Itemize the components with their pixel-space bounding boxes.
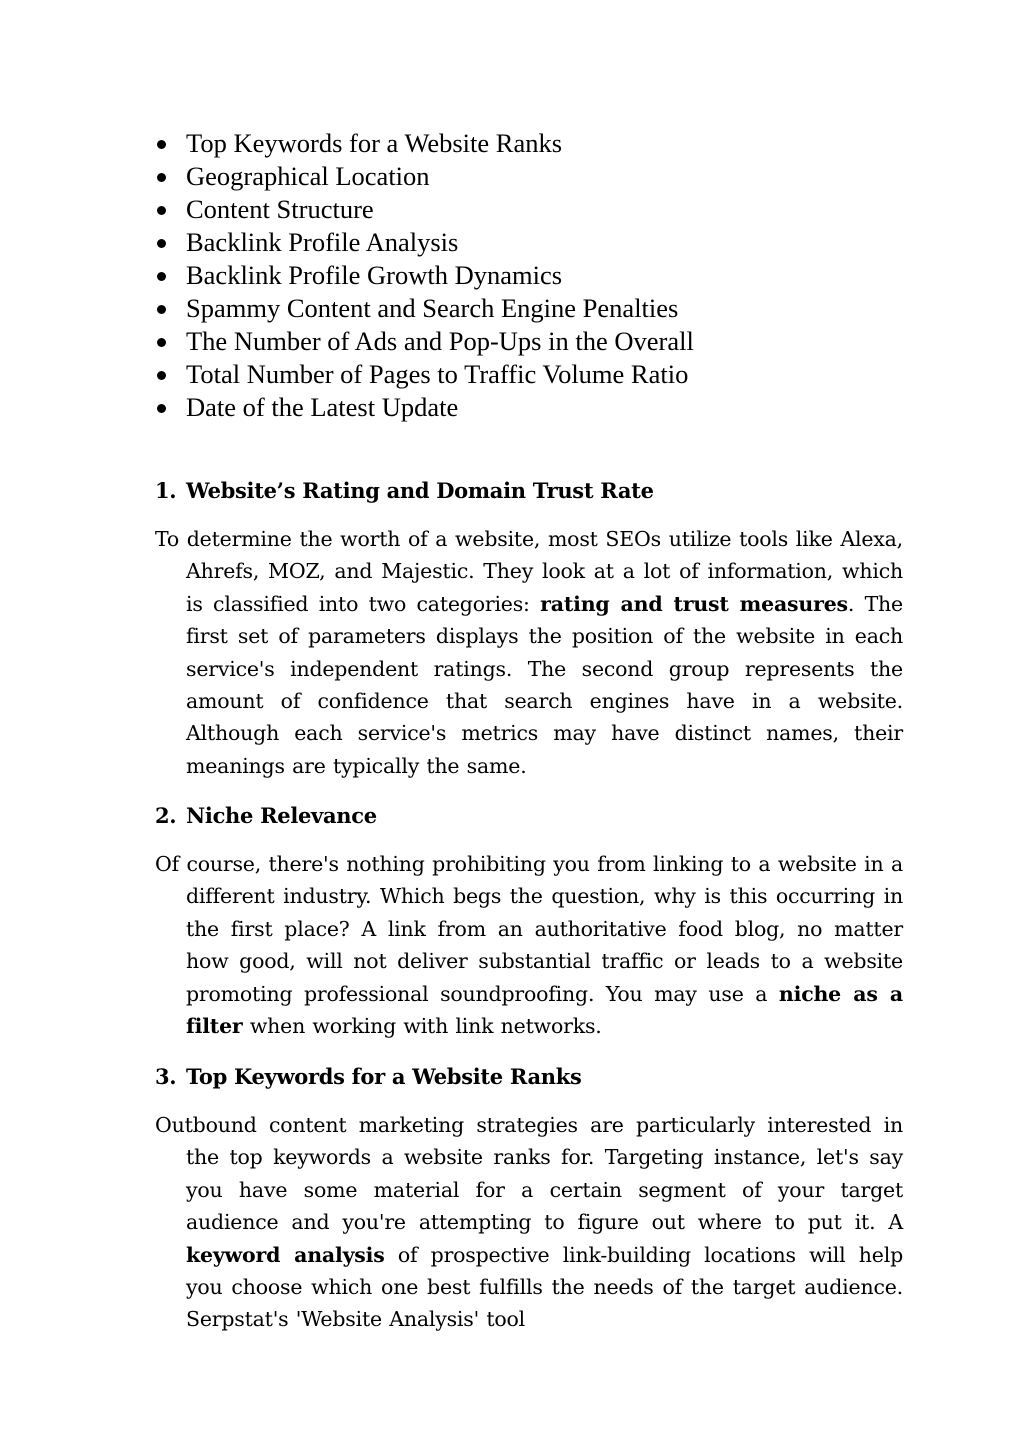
bullet-item: Content Structure — [155, 193, 694, 226]
section-paragraph: Of course, there's nothing prohibiting you from linking to a website in a different industry. Which begs the question, why is this occurring in the first place? A link from an authoritative food blog, no matter how good, will not deliver substantial traffic or leads to a website promoting professional soundproofing. You may use a niche as a filter when working with link networks. — [155, 852, 903, 1039]
bullet-item: Backlink Profile Analysis — [155, 226, 694, 259]
bullet-item: Top Keywords for a Website Ranks — [155, 127, 694, 160]
bullet-dot-icon — [157, 272, 166, 281]
bullet-dot-icon — [157, 338, 166, 347]
bullet-item: Date of the Latest Update — [155, 391, 694, 424]
bullet-item: Geographical Location — [155, 160, 694, 193]
bullet-item: Total Number of Pages to Traffic Volume Ratio — [155, 358, 694, 391]
bullet-item: The Number of Ads and Pop-Ups in the Overall — [155, 325, 694, 358]
section-heading: 3. Top Keywords for a Website Ranks — [155, 1064, 582, 1089]
bullet-dot-icon — [157, 305, 166, 314]
bullet-dot-icon — [157, 404, 166, 413]
section-paragraph: To determine the worth of a website, most SEOs utilize tools like Alexa, Ahrefs, MOZ, and Majestic. They look at a lot of information, which is classified into two categories: rating and trust measures. The first set of parameters displays the position of the website in each service's independent ratings. The second group represents the amount of confidence that search engines have in a website. Although each service's metrics may have distinct names, their meanings are typically the same. — [155, 527, 903, 778]
section-rating-trust — [155, 477, 903, 782]
bullet-dot-icon — [157, 206, 166, 215]
bullet-dot-icon — [157, 140, 166, 149]
bullet-item: Backlink Profile Growth Dynamics — [155, 259, 694, 292]
section-paragraph: Outbound content marketing strategies are particularly interested in the top keywords a website ranks for. Targeting instance, let's say you have some material for a certain segment of your target audience and you're attempting to figure out where to put it. A keyword analysis of prospective link-building locations will help you choose which one best fulfills the needs of the target audience. Serpstat's 'Website Analysis' tool — [155, 1113, 904, 1332]
section-niche-relevance — [155, 802, 903, 1042]
bullet-dot-icon — [157, 239, 166, 248]
section-heading: 1. Website’s Rating and Domain Trust Rate — [155, 478, 654, 503]
section-top-keywords — [155, 1063, 903, 1336]
section-heading: 2. Niche Relevance — [155, 803, 377, 828]
bullet-item: Spammy Content and Search Engine Penalties — [155, 292, 694, 325]
bullet-dot-icon — [157, 371, 166, 380]
bullet-dot-icon — [157, 173, 166, 182]
factor-bullet-list — [155, 127, 694, 424]
